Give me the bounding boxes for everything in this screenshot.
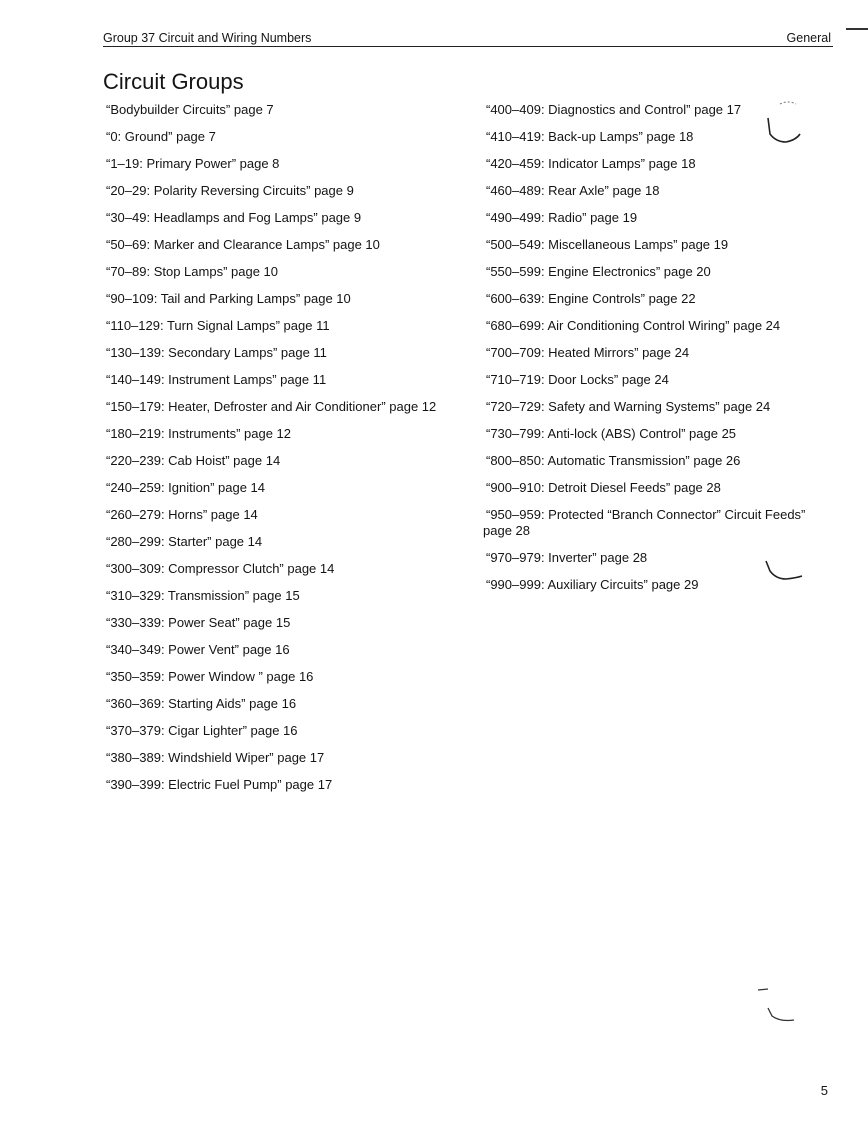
circuit-group-text: “150–179: Heater, Defroster and Air Conditioner” page 12	[106, 399, 437, 414]
circuit-group-text: “680–699: Air Conditioning Control Wiring” page 24	[486, 318, 781, 333]
circuit-group-entry	[103, 399, 448, 415]
circuit-group-text: “970–979: Inverter” page 28	[486, 550, 648, 565]
circuit-group-text: “950–959: Protected “Branch Connector” Circuit Feeds” page 28	[483, 507, 806, 538]
header-rule	[103, 46, 833, 47]
circuit-group-entry	[483, 291, 833, 307]
header-category: General	[786, 31, 831, 45]
circuit-group-text: “Bodybuilder Circuits” page 7	[106, 102, 274, 117]
circuit-group-text: “350–359: Power Window ” page 16	[106, 669, 314, 684]
circuit-group-entry	[103, 102, 448, 118]
circuit-group-entry	[483, 264, 833, 280]
circuit-group-entry	[483, 345, 833, 361]
circuit-group-text: “400–409: Diagnostics and Control” page 17	[486, 102, 742, 117]
circuit-group-entry	[483, 480, 833, 496]
circuit-group-entry	[103, 237, 448, 253]
circuit-group-text: “90–109: Tail and Parking Lamps” page 10	[106, 291, 351, 306]
circuit-group-text: “1–19: Primary Power” page 8	[106, 156, 280, 171]
circuit-group-text: “410–419: Back-up Lamps” page 18	[486, 129, 694, 144]
circuit-group-text: “600–639: Engine Controls” page 22	[486, 291, 696, 306]
circuit-group-text: “710–719: Door Locks” page 24	[486, 372, 669, 387]
circuit-group-entry	[103, 723, 448, 739]
circuit-group-text: “30–49: Headlamps and Fog Lamps” page 9	[106, 210, 362, 225]
circuit-group-entry	[483, 183, 833, 199]
circuit-groups-right-column	[483, 102, 833, 604]
circuit-group-entry	[483, 453, 833, 469]
circuit-group-entry	[103, 156, 448, 172]
circuit-group-entry	[103, 669, 448, 685]
circuit-group-entry	[103, 183, 448, 199]
circuit-group-text: “340–349: Power Vent” page 16	[106, 642, 290, 657]
circuit-group-entry	[483, 399, 833, 415]
circuit-group-entry	[103, 588, 448, 604]
circuit-group-entry	[103, 453, 448, 469]
circuit-group-text: “460–489: Rear Axle” page 18	[486, 183, 660, 198]
circuit-group-text: “310–329: Transmission” page 15	[106, 588, 300, 603]
circuit-group-entry	[103, 777, 448, 793]
circuit-group-text: “500–549: Miscellaneous Lamps” page 19	[486, 237, 729, 252]
header-section-title: Group 37 Circuit and Wiring Numbers	[103, 31, 312, 45]
circuit-group-entry	[103, 210, 448, 226]
scan-mark	[846, 28, 868, 30]
circuit-group-text: “390–399: Electric Fuel Pump” page 17	[106, 777, 333, 792]
circuit-group-text: “140–149: Instrument Lamps” page 11	[106, 372, 327, 387]
circuit-group-text: “300–309: Compressor Clutch” page 14	[106, 561, 335, 576]
circuit-group-text: “700–709: Heated Mirrors” page 24	[486, 345, 690, 360]
page-title: Circuit Groups	[103, 69, 244, 94]
circuit-group-entry	[103, 750, 448, 766]
circuit-group-entry	[103, 534, 448, 550]
circuit-group-entry	[483, 237, 833, 253]
circuit-group-text: “280–299: Starter” page 14	[106, 534, 263, 549]
pen-mark-icon	[764, 547, 808, 587]
circuit-group-entry	[483, 210, 833, 226]
circuit-group-text: “900–910: Detroit Diesel Feeds” page 28	[486, 480, 721, 495]
circuit-group-text: “260–279: Horns” page 14	[106, 507, 258, 522]
circuit-group-text: “240–259: Ignition” page 14	[106, 480, 266, 495]
circuit-group-text: “20–29: Polarity Reversing Circuits” page 9	[106, 183, 354, 198]
circuit-group-entry	[103, 426, 448, 442]
circuit-group-entry	[103, 318, 448, 334]
circuit-group-text: “70–89: Stop Lamps” page 10	[106, 264, 279, 279]
circuit-group-text: “720–729: Safety and Warning Systems” page 24	[486, 399, 771, 414]
circuit-group-entry	[103, 480, 448, 496]
circuit-group-text: “220–239: Cab Hoist” page 14	[106, 453, 281, 468]
circuit-group-text: “110–129: Turn Signal Lamps” page 11	[106, 318, 330, 333]
circuit-group-entry	[103, 129, 448, 145]
circuit-group-text: “130–139: Secondary Lamps” page 11	[106, 345, 327, 360]
circuit-group-entry	[103, 642, 448, 658]
circuit-group-entry	[483, 507, 833, 539]
circuit-group-entry	[103, 372, 448, 388]
circuit-group-text: “0: Ground” page 7	[106, 129, 216, 144]
circuit-group-text: “370–379: Cigar Lighter” page 16	[106, 723, 298, 738]
page-number: 5	[820, 1083, 828, 1098]
circuit-group-text: “990–999: Auxiliary Circuits” page 29	[486, 577, 699, 592]
circuit-group-text: “180–219: Instruments” page 12	[106, 426, 292, 441]
page-header	[103, 30, 831, 46]
circuit-group-entry	[103, 615, 448, 631]
pen-mark-icon	[762, 98, 808, 150]
circuit-group-entry	[483, 426, 833, 442]
circuit-group-text: “490–499: Radio” page 19	[486, 210, 638, 225]
pen-mark-icon	[754, 984, 804, 1028]
circuit-group-entry	[103, 345, 448, 361]
circuit-group-entry	[103, 264, 448, 280]
circuit-group-entry	[483, 318, 833, 334]
circuit-group-entry	[103, 291, 448, 307]
circuit-group-text: “800–850: Automatic Transmission” page 26	[486, 453, 741, 468]
circuit-group-text: “360–369: Starting Aids” page 16	[106, 696, 297, 711]
circuit-group-text: “50–69: Marker and Clearance Lamps” page 10	[106, 237, 380, 252]
circuit-group-text: “550–599: Engine Electronics” page 20	[486, 264, 711, 279]
circuit-group-entry	[483, 372, 833, 388]
circuit-group-text: “730–799: Anti-lock (ABS) Control” page 25	[486, 426, 737, 441]
circuit-group-entry	[103, 561, 448, 577]
circuit-group-text: “380–389: Windshield Wiper” page 17	[106, 750, 325, 765]
circuit-groups-left-column	[103, 102, 448, 804]
circuit-group-text: “420–459: Indicator Lamps” page 18	[486, 156, 696, 171]
circuit-group-entry	[103, 507, 448, 523]
circuit-group-text: “330–339: Power Seat” page 15	[106, 615, 291, 630]
circuit-group-entry	[483, 156, 833, 172]
circuit-group-entry	[103, 696, 448, 712]
